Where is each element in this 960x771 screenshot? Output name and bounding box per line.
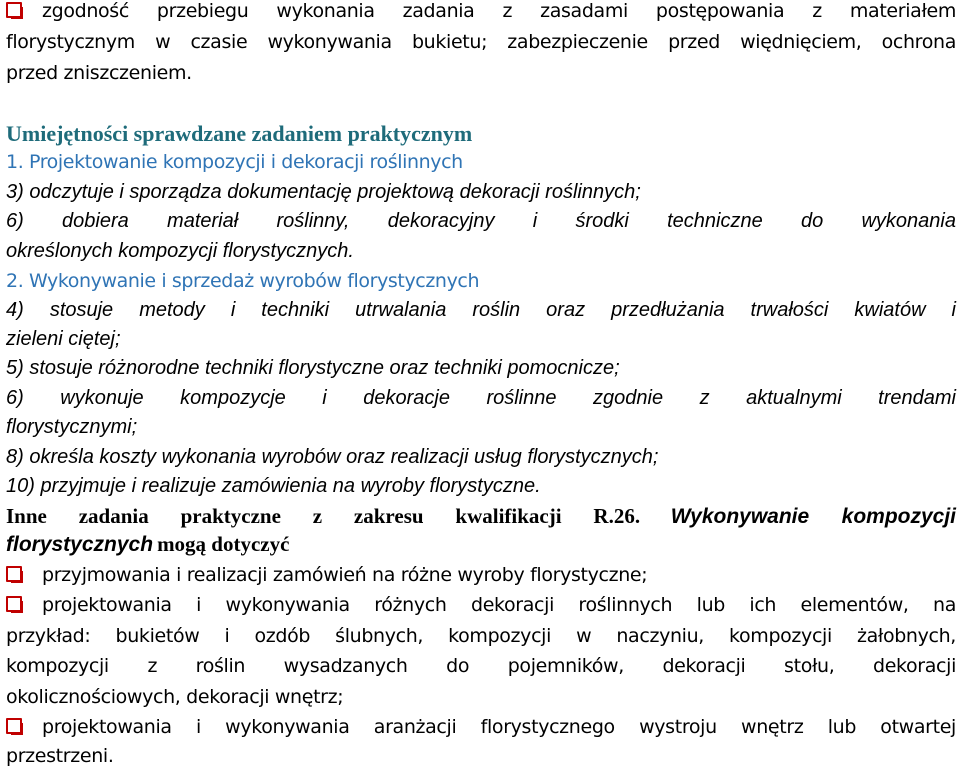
intro-item-line-2: florystycznym w czasie wykonywania bukietu; zabezpieczenie przed więdnięciem, ochrona <box>6 31 956 53</box>
section2-line-6: 8) określa koszty wykonania wyrobów oraz realizacji usług florystycznych; <box>6 446 659 468</box>
task-bullet-2-line-4: okolicznościowych, dekoracji wnętrz; <box>6 686 344 708</box>
section2-title: 2. Wykonywanie i sprzedaż wyrobów florystycznych <box>6 270 480 292</box>
section2-line-5: florystycznymi; <box>6 416 138 438</box>
checkbox-icon <box>6 718 22 734</box>
task-bullet-2-text-1: projektowania i wykonywania różnych dekoracji roślinnych lub ich elementów, na <box>42 594 956 616</box>
checkbox-icon <box>6 2 22 18</box>
task-bullet-2-line-2: przykład: bukietów i ozdób ślubnych, kompozycji w naczyniu, kompozycji żałobnych, <box>6 625 956 647</box>
other-tasks-part4: mogą dotyczyć <box>157 532 290 556</box>
section1-line-1: 3) odczytuje i sporządza dokumentację projektową dekoracji roślinnych; <box>6 181 641 203</box>
checkbox-icon <box>6 596 22 612</box>
intro-item-text-1: zgodność przebiegu wykonania zadania z zasadami postępowania z materiałem <box>42 0 956 22</box>
task-bullet-1-line-1 <box>6 564 956 586</box>
checkbox-icon <box>6 566 22 582</box>
section2-line-4: 6) wykonuje kompozycje i dekoracje roślinne zgodnie z aktualnymi trendami <box>6 387 956 409</box>
skills-heading: Umiejętności sprawdzane zadaniem praktycznym <box>6 121 473 146</box>
section1-line-2: 6) dobiera materiał roślinny, dekoracyjny i środki techniczne do wykonania <box>6 210 956 232</box>
other-tasks-part3: florystycznych <box>6 533 154 556</box>
section1-line-3: określonych kompozycji florystycznych. <box>6 240 354 262</box>
section2-line-1: 4) stosuje metody i techniki utrwalania roślin oraz przedłużania trwałości kwiatów i <box>6 299 956 321</box>
other-tasks-part2: Wykonywanie kompozycji <box>670 505 956 528</box>
task-bullet-3-line-2: przestrzeni. <box>6 745 114 767</box>
intro-item-line-1 <box>6 0 956 22</box>
other-tasks-heading-line-1 <box>6 504 956 529</box>
task-bullet-2-line-1 <box>6 594 956 616</box>
other-tasks-part1: Inne zadania praktyczne z zakresu kwalifikacji R.26. <box>6 504 641 528</box>
section1-title: 1. Projektowanie kompozycji i dekoracji roślinnych <box>6 151 463 173</box>
task-bullet-1-text: przyjmowania i realizacji zamówień na różne wyroby florystyczne; <box>42 564 648 586</box>
intro-item-line-3: przed zniszczeniem. <box>6 62 192 84</box>
other-tasks-heading-line-2 <box>6 532 956 557</box>
section2-line-7: 10) przyjmuje i realizuje zamówienia na wyroby florystyczne. <box>6 475 541 497</box>
section2-line-3: 5) stosuje różnorodne techniki florystyczne oraz techniki pomocnicze; <box>6 357 620 379</box>
task-bullet-3-line-1 <box>6 716 956 738</box>
section2-line-2: zieleni ciętej; <box>6 328 121 350</box>
task-bullet-3-text-1: projektowania i wykonywania aranżacji florystycznego wystroju wnętrz lub otwartej <box>42 716 956 738</box>
task-bullet-2-line-3: kompozycji z roślin wysadzanych do pojemników, dekoracji stołu, dekoracji <box>6 655 956 677</box>
